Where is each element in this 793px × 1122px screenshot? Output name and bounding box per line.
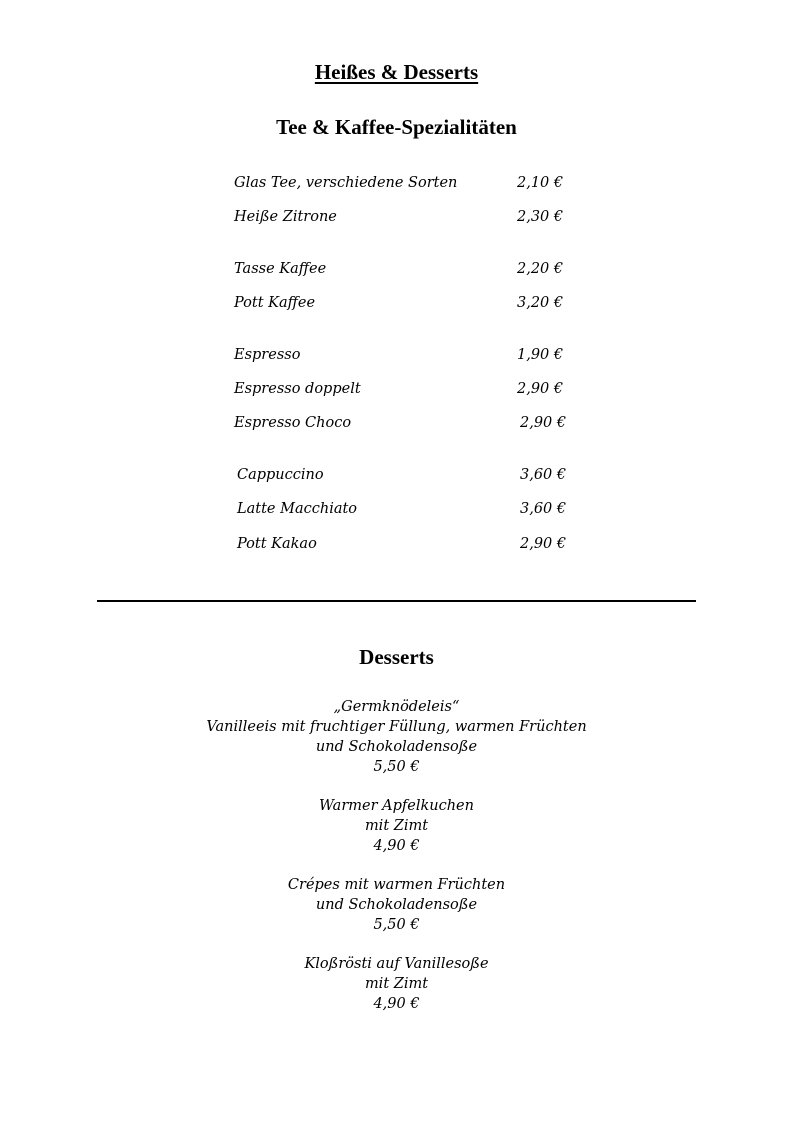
dessert-line: Vanilleeis mit fruchtiger Füllung, warmen Früchten xyxy=(206,719,587,735)
item-price: 3,20 € xyxy=(517,295,564,311)
tee-section-title: Tee & Kaffee-Spezialitäten xyxy=(276,115,517,139)
dessert-price: 4,90 € xyxy=(373,996,420,1012)
dessert-item xyxy=(0,954,793,1014)
item-price: 2,10 € xyxy=(517,175,564,191)
dessert-line: und Schokoladensoße xyxy=(315,739,478,755)
section-divider xyxy=(97,600,696,602)
dessert-line: Crépes mit warmen Früchten xyxy=(287,877,506,893)
item-name: Espresso xyxy=(234,347,301,363)
dessert-price: 5,50 € xyxy=(373,759,420,775)
item-price: 2,20 € xyxy=(517,261,564,277)
dessert-list xyxy=(0,697,793,1033)
item-name: Cappuccino xyxy=(237,467,324,483)
item-price: 2,90 € xyxy=(517,381,564,397)
item-name: Latte Macchiato xyxy=(237,501,358,517)
dessert-item xyxy=(0,796,793,856)
item-price: 1,90 € xyxy=(517,347,564,363)
dessert-line: Kloßrösti auf Vanillesoße xyxy=(304,956,489,972)
item-name: Tasse Kaffee xyxy=(234,261,327,277)
item-price: 2,90 € xyxy=(520,415,567,431)
item-name: Pott Kakao xyxy=(237,536,317,552)
item-name: Heiße Zitrone xyxy=(234,209,337,225)
item-price: 2,90 € xyxy=(520,536,567,552)
dessert-item xyxy=(0,697,793,777)
item-name: Espresso Choco xyxy=(234,415,352,431)
item-name: Pott Kaffee xyxy=(234,295,316,311)
dessert-price: 4,90 € xyxy=(373,838,420,854)
item-price: 2,30 € xyxy=(517,209,564,225)
dessert-line: und Schokoladensoße xyxy=(315,897,478,913)
item-name: Espresso doppelt xyxy=(234,381,361,397)
dessert-price: 5,50 € xyxy=(373,917,420,933)
page-title: Heißes & Desserts xyxy=(314,60,479,84)
dessert-line: Warmer Apfelkuchen xyxy=(319,798,474,814)
dessert-item xyxy=(0,875,793,935)
dessert-line: mit Zimt xyxy=(364,818,429,834)
item-price: 3,60 € xyxy=(520,501,567,517)
desserts-section-title: Desserts xyxy=(359,645,434,669)
dessert-line: „Germknödeleis“ xyxy=(333,699,460,715)
item-price: 3,60 € xyxy=(520,467,567,483)
dessert-line: mit Zimt xyxy=(364,976,429,992)
item-name: Glas Tee, verschiedene Sorten xyxy=(234,175,458,191)
